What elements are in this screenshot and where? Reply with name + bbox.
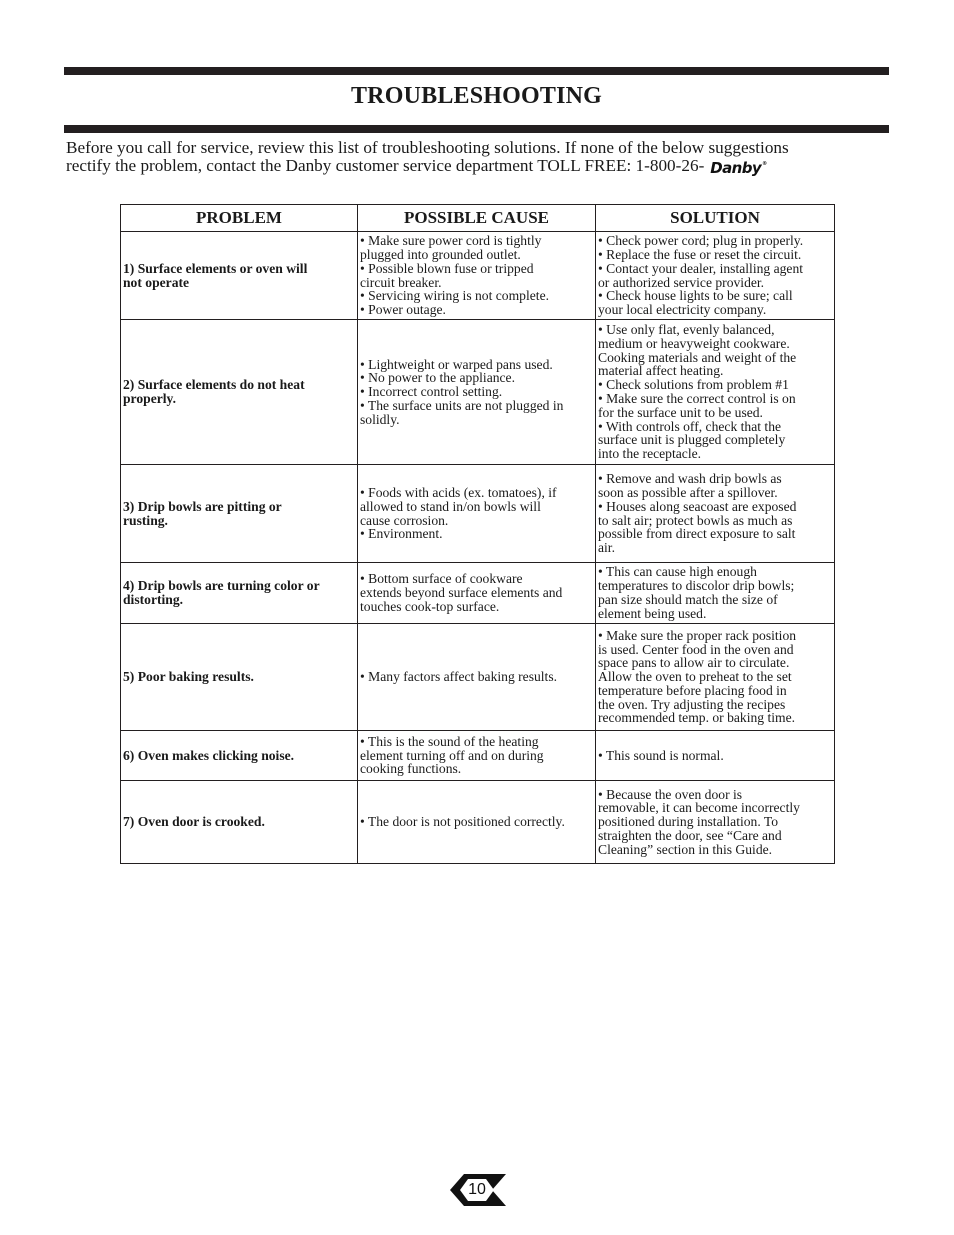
solution-line: • This can cause high enough: [598, 564, 757, 580]
table-header-row: [121, 205, 835, 232]
solution-line: Allow the oven to preheat to the set: [598, 669, 792, 685]
problem-cell: [121, 465, 358, 563]
cause-line: cause corrosion.: [360, 512, 449, 528]
cause-line: • Possible blown fuse or tripped: [360, 260, 534, 276]
page-number: 10: [468, 1181, 486, 1198]
problem-cell: [121, 781, 358, 864]
solution-cell: [596, 624, 835, 731]
cause-cell: [358, 624, 596, 731]
intro-line-2: [66, 156, 866, 176]
cause-cell: [358, 465, 596, 563]
solution-cell: [596, 465, 835, 563]
solution-line: • Use only flat, evenly balanced,: [598, 322, 775, 338]
page-number-badge: [448, 1170, 508, 1210]
problem-line: 6) Oven makes clicking noise.: [123, 747, 295, 763]
table-row: [121, 320, 835, 465]
solution-line: removable, it can become incorrectly: [598, 800, 800, 816]
header-problem: PROBLEM: [121, 205, 358, 232]
solution-line: pan size should match the size of: [598, 592, 778, 607]
problem-line: 7) Oven door is crooked.: [123, 814, 265, 830]
cause-line: extends beyond surface elements and: [360, 585, 563, 601]
solution-line: recommended temp. or baking time.: [598, 710, 796, 726]
troubleshooting-table: [120, 204, 835, 864]
problem-cell: [121, 624, 358, 731]
problem-cell: [121, 320, 358, 465]
problem-line: 4) Drip bowls are turning color or: [123, 578, 320, 594]
solution-line: Cooking materials and weight of the: [598, 349, 797, 365]
cause-line: element turning off and on during: [360, 747, 544, 763]
problem-line: properly.: [123, 391, 176, 406]
cause-line: • Many factors affect baking results.: [360, 669, 558, 685]
registered-mark: ®: [762, 161, 767, 167]
solution-cell: [596, 320, 835, 465]
problem-line: 5) Poor baking results.: [123, 669, 254, 685]
cause-line: • The door is not positioned correctly.: [360, 814, 565, 830]
solution-cell: [596, 563, 835, 624]
cause-line: • Incorrect control setting.: [360, 384, 503, 400]
problem-line: 3) Drip bowls are pitting or: [123, 498, 282, 514]
cause-line: • No power to the appliance.: [360, 370, 515, 386]
intro-line-1: Before you call for service, review this list of troubleshooting solutions. If none of the below suggestions: [66, 138, 789, 157]
table-row: [121, 731, 835, 781]
danby-logo-text: Danby: [710, 159, 762, 177]
solution-line: for the surface unit to be used.: [598, 404, 763, 420]
page-title: TROUBLESHOOTING: [350, 83, 603, 109]
cause-line: • The surface units are not plugged in: [360, 397, 564, 413]
table-row: [121, 563, 835, 624]
header-possible-cause: POSSIBLE CAUSE: [358, 205, 596, 232]
danby-logo: [710, 156, 766, 176]
solution-line: • Houses along seacoast are exposed: [598, 498, 797, 514]
solution-line: • With controls off, check that the: [598, 418, 782, 434]
solution-line: • Check house lights to be sure; call: [598, 288, 793, 304]
cause-line: • Servicing wiring is not complete.: [360, 288, 549, 304]
solution-line: • Because the oven door is: [598, 786, 743, 802]
solution-line: • Remove and wash drip bowls as: [598, 471, 782, 487]
solution-line: straighten the door, see “Care and: [598, 827, 782, 843]
cause-line: allowed to stand in/on bowls will: [360, 498, 541, 514]
solution-line: • Contact your dealer, installing agent: [598, 260, 804, 276]
cause-line: touches cook-top surface.: [360, 598, 500, 614]
solution-cell: [596, 731, 835, 781]
solution-line: medium or heavyweight cookware.: [598, 335, 790, 351]
solution-line: to salt air; protect bowls as much as: [598, 512, 793, 528]
solution-line: space pans to allow air to circulate.: [598, 655, 790, 671]
cause-line: • Bottom surface of cookware: [360, 571, 523, 587]
problem-line: distorting.: [123, 592, 184, 607]
solution-line: • This sound is normal.: [598, 747, 724, 763]
solution-line: soon as possible after a spillover.: [598, 484, 778, 500]
solution-line: temperatures to discolor drip bowls;: [598, 578, 795, 594]
solution-line: positioned during installation. To: [598, 814, 779, 830]
solution-line: air.: [598, 540, 615, 556]
solution-line: Cleaning” section in this Guide.: [598, 841, 773, 857]
solution-line: element being used.: [598, 605, 707, 621]
intro-paragraph: [66, 140, 866, 176]
solution-line: surface unit is plugged completely: [598, 432, 786, 448]
solution-line: • Replace the fuse or reset the circuit.: [598, 246, 802, 262]
solution-line: is used. Center food in the oven and: [598, 641, 794, 657]
cause-line: • Environment.: [360, 526, 443, 542]
solution-line: possible from direct exposure to salt: [598, 526, 796, 542]
cause-cell: [358, 232, 596, 320]
solution-line: • Check solutions from problem #1: [598, 377, 789, 393]
problem-cell: [121, 563, 358, 624]
top-rule: [64, 67, 889, 75]
intro-line-2-text: rectify the problem, contact the Danby customer service department TOLL FREE: 1-800-26-: [66, 156, 705, 175]
solution-line: into the receptacle.: [598, 446, 702, 462]
solution-cell: [596, 232, 835, 320]
cause-line: • Foods with acids (ex. tomatoes), if: [360, 484, 557, 500]
problem-line: rusting.: [123, 512, 168, 528]
cause-line: • Lightweight or warped pans used.: [360, 356, 553, 372]
problem-cell: [121, 232, 358, 320]
problem-line: not operate: [123, 274, 190, 290]
cause-line: • This is the sound of the heating: [360, 733, 539, 749]
cause-line: cooking functions.: [360, 761, 462, 777]
header-solution: SOLUTION: [596, 205, 835, 232]
table-row: [121, 781, 835, 864]
problem-line: 2) Surface elements do not heat: [123, 377, 305, 393]
cause-line: • Power outage.: [360, 302, 446, 318]
problem-cell: [121, 731, 358, 781]
solution-line: or authorized service provider.: [598, 274, 765, 290]
table-row: [121, 232, 835, 320]
cause-cell: [358, 731, 596, 781]
cause-line: plugged into grounded outlet.: [360, 246, 521, 262]
solution-line: temperature before placing food in: [598, 682, 787, 698]
table-row: [121, 624, 835, 731]
problem-line: 1) Surface elements or oven will: [123, 260, 308, 276]
cause-cell: [358, 781, 596, 864]
cause-cell: [358, 320, 596, 465]
solution-line: • Make sure the proper rack position: [598, 627, 797, 643]
solution-line: material affect heating.: [598, 363, 724, 379]
cause-line: solidly.: [360, 411, 400, 427]
cause-line: • Make sure power cord is tightly: [360, 233, 542, 249]
cause-line: circuit breaker.: [360, 274, 442, 290]
solution-line: • Check power cord; plug in properly.: [598, 233, 804, 249]
cause-cell: [358, 563, 596, 624]
title-underline-rule: [64, 125, 889, 133]
solution-cell: [596, 781, 835, 864]
solution-line: • Make sure the correct control is on: [598, 391, 796, 406]
table-row: [121, 465, 835, 563]
solution-line: the oven. Try adjusting the recipes: [598, 696, 786, 712]
solution-line: your local electricity company.: [598, 302, 767, 318]
